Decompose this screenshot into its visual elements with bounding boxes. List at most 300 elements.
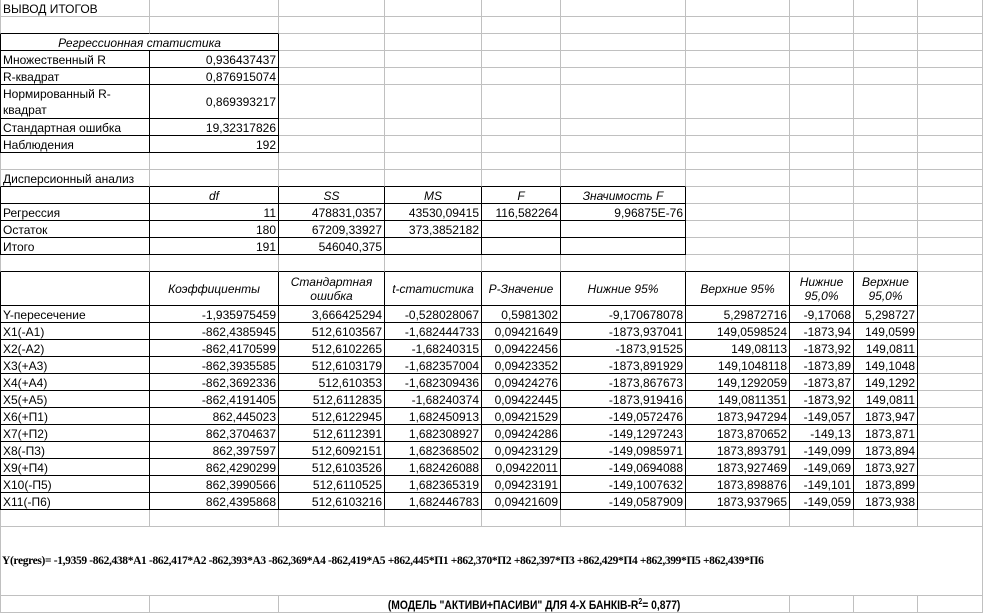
- coef-value[interactable]: 0,09422445: [482, 391, 561, 408]
- anova-value[interactable]: [561, 221, 686, 238]
- stat-value[interactable]: 192: [150, 136, 279, 153]
- cell[interactable]: [482, 68, 561, 85]
- coef-value[interactable]: 1873,937965: [686, 493, 790, 510]
- coef-value[interactable]: -1873,87: [790, 374, 854, 391]
- coef-value[interactable]: -0,528028067: [385, 306, 482, 323]
- coef-value[interactable]: -1,682309436: [385, 374, 482, 391]
- coef-value[interactable]: -1873,919416: [561, 391, 686, 408]
- anova-header[interactable]: Значимость F: [561, 187, 686, 204]
- cell[interactable]: [150, 170, 279, 187]
- cell[interactable]: [790, 170, 854, 187]
- anova-value[interactable]: [385, 238, 482, 255]
- cell[interactable]: [790, 238, 854, 255]
- cell[interactable]: [482, 136, 561, 153]
- cell[interactable]: [279, 85, 385, 119]
- cell[interactable]: [790, 596, 854, 613]
- coef-value[interactable]: -1873,92: [790, 391, 854, 408]
- coef-value[interactable]: -149,13: [790, 425, 854, 442]
- cell[interactable]: [686, 204, 790, 221]
- cell[interactable]: [561, 255, 686, 272]
- coef-value[interactable]: 1,682365319: [385, 476, 482, 493]
- cell[interactable]: [918, 34, 983, 51]
- cell[interactable]: [918, 323, 983, 340]
- cell[interactable]: [279, 34, 385, 51]
- cell[interactable]: [686, 187, 790, 204]
- coef-row-label[interactable]: X9(+П4): [0, 459, 150, 476]
- sheet-row: [0, 493, 983, 510]
- cell[interactable]: [790, 204, 854, 221]
- coef-row-label[interactable]: X7(+П2): [0, 425, 150, 442]
- cell[interactable]: [790, 0, 854, 17]
- coef-value[interactable]: 149,1292: [854, 374, 918, 391]
- cell[interactable]: [0, 153, 150, 170]
- cell[interactable]: [561, 68, 686, 85]
- anova-value[interactable]: 546040,375: [279, 238, 385, 255]
- cell[interactable]: [918, 459, 983, 476]
- coef-value[interactable]: 1873,927: [854, 459, 918, 476]
- cell[interactable]: [686, 119, 790, 136]
- coef-value[interactable]: 862,3990566: [150, 476, 279, 493]
- anova-header[interactable]: [0, 187, 150, 204]
- coef-value[interactable]: -862,4385945: [150, 323, 279, 340]
- cell[interactable]: [482, 119, 561, 136]
- coef-value[interactable]: -149,0572476: [561, 408, 686, 425]
- coef-value[interactable]: -1873,91525: [561, 340, 686, 357]
- coef-value[interactable]: -862,3935585: [150, 357, 279, 374]
- cell[interactable]: [482, 51, 561, 68]
- coef-value[interactable]: -9,170678078: [561, 306, 686, 323]
- cell[interactable]: [918, 493, 983, 510]
- stat-value[interactable]: 0,936437437: [150, 51, 279, 68]
- cell[interactable]: [482, 34, 561, 51]
- cell[interactable]: [918, 374, 983, 391]
- coef-value[interactable]: -149,059: [790, 493, 854, 510]
- coef-value[interactable]: -149,099: [790, 442, 854, 459]
- stat-label[interactable]: Стандартная ошибка: [0, 119, 150, 136]
- cell[interactable]: [790, 510, 854, 527]
- coef-value[interactable]: -1873,92: [790, 340, 854, 357]
- anova-value[interactable]: 11: [150, 204, 279, 221]
- coef-value[interactable]: 149,0598524: [686, 323, 790, 340]
- cell[interactable]: [279, 170, 385, 187]
- anova-title[interactable]: Дисперсионный анализ: [0, 170, 150, 187]
- cell[interactable]: [385, 51, 482, 68]
- cell[interactable]: [150, 255, 279, 272]
- anova-value[interactable]: 373,3852182: [385, 221, 482, 238]
- cell[interactable]: [0, 596, 150, 613]
- cell[interactable]: [918, 68, 983, 85]
- coef-value[interactable]: 512,6102265: [279, 340, 385, 357]
- cell[interactable]: [686, 136, 790, 153]
- coef-value[interactable]: -9,17068: [790, 306, 854, 323]
- coef-value[interactable]: 1,682446783: [385, 493, 482, 510]
- cell[interactable]: [686, 0, 790, 17]
- anova-value[interactable]: [482, 221, 561, 238]
- cell[interactable]: [279, 153, 385, 170]
- coef-value[interactable]: 1873,947294: [686, 408, 790, 425]
- cell[interactable]: [150, 17, 279, 34]
- cell[interactable]: [790, 119, 854, 136]
- cell[interactable]: [482, 510, 561, 527]
- cell[interactable]: [918, 340, 983, 357]
- stat-label[interactable]: R-квадрат: [0, 68, 150, 85]
- cell[interactable]: [854, 238, 918, 255]
- coef-value[interactable]: 1873,893791: [686, 442, 790, 459]
- coef-value[interactable]: -862,4191405: [150, 391, 279, 408]
- cell[interactable]: [686, 153, 790, 170]
- coef-value[interactable]: 1,682308927: [385, 425, 482, 442]
- cell[interactable]: [686, 221, 790, 238]
- coef-value[interactable]: 512,6103216: [279, 493, 385, 510]
- cell[interactable]: [686, 68, 790, 85]
- cell[interactable]: [790, 153, 854, 170]
- cell[interactable]: [0, 17, 150, 34]
- sheet-row: [0, 17, 983, 34]
- cell[interactable]: [854, 187, 918, 204]
- coef-header[interactable]: Верхние 95,0%: [854, 272, 918, 306]
- anova-value[interactable]: 191: [150, 238, 279, 255]
- cell[interactable]: [561, 85, 686, 119]
- coef-header[interactable]: P-Значение: [482, 272, 561, 306]
- coef-value[interactable]: 862,4290299: [150, 459, 279, 476]
- cell[interactable]: [385, 68, 482, 85]
- cell[interactable]: [918, 596, 983, 613]
- cell[interactable]: [385, 0, 482, 17]
- cell[interactable]: [918, 255, 983, 272]
- coef-value[interactable]: 1,682368502: [385, 442, 482, 459]
- cell[interactable]: [854, 153, 918, 170]
- cell[interactable]: [561, 170, 686, 187]
- coef-value[interactable]: -149,057: [790, 408, 854, 425]
- coef-row-label[interactable]: X10(-П5): [0, 476, 150, 493]
- coef-value[interactable]: 1,682450913: [385, 408, 482, 425]
- stat-value[interactable]: 19,32317826: [150, 119, 279, 136]
- coef-value[interactable]: 0,09422011: [482, 459, 561, 476]
- coef-value[interactable]: 1873,899: [854, 476, 918, 493]
- coef-value[interactable]: 149,0599: [854, 323, 918, 340]
- cell[interactable]: [279, 119, 385, 136]
- cell[interactable]: [561, 119, 686, 136]
- coef-value[interactable]: -149,1297243: [561, 425, 686, 442]
- coef-value[interactable]: -1873,891929: [561, 357, 686, 374]
- cell[interactable]: [561, 51, 686, 68]
- coef-value[interactable]: -862,3692336: [150, 374, 279, 391]
- coef-value[interactable]: 1873,927469: [686, 459, 790, 476]
- coef-header[interactable]: Нижние 95,0%: [790, 272, 854, 306]
- coef-row-label[interactable]: X2(-A2): [0, 340, 150, 357]
- cell[interactable]: [482, 153, 561, 170]
- cell[interactable]: [686, 510, 790, 527]
- coef-value[interactable]: 862,397597: [150, 442, 279, 459]
- coef-row-label[interactable]: X6(+П1): [0, 408, 150, 425]
- cell[interactable]: [918, 153, 983, 170]
- cell[interactable]: [385, 510, 482, 527]
- cell[interactable]: [918, 17, 983, 34]
- cell[interactable]: [150, 596, 279, 613]
- cell[interactable]: [150, 510, 279, 527]
- cell[interactable]: [686, 34, 790, 51]
- cell[interactable]: [279, 510, 385, 527]
- cell[interactable]: [561, 34, 686, 51]
- coef-value[interactable]: -1873,94: [790, 323, 854, 340]
- coef-value[interactable]: 5,298727: [854, 306, 918, 323]
- anova-header[interactable]: F: [482, 187, 561, 204]
- cell[interactable]: [686, 85, 790, 119]
- coef-value[interactable]: 512,6103179: [279, 357, 385, 374]
- coef-value[interactable]: 512,6122945: [279, 408, 385, 425]
- coef-value[interactable]: 1873,947: [854, 408, 918, 425]
- cell[interactable]: [0, 255, 150, 272]
- cell[interactable]: [854, 68, 918, 85]
- coef-value[interactable]: 0,09423129: [482, 442, 561, 459]
- coef-value[interactable]: -149,101: [790, 476, 854, 493]
- coef-value[interactable]: 512,6092151: [279, 442, 385, 459]
- coef-value[interactable]: -1873,867673: [561, 374, 686, 391]
- coef-value[interactable]: 862,445023: [150, 408, 279, 425]
- coef-value[interactable]: -1873,89: [790, 357, 854, 374]
- coef-value[interactable]: -149,0587909: [561, 493, 686, 510]
- cell[interactable]: [918, 306, 983, 323]
- coef-value[interactable]: 0,09421609: [482, 493, 561, 510]
- cell[interactable]: [918, 476, 983, 493]
- cell[interactable]: [918, 187, 983, 204]
- report-title[interactable]: ВЫВОД ИТОГОВ: [0, 0, 150, 17]
- cell[interactable]: [790, 136, 854, 153]
- anova-row-label[interactable]: Регрессия: [0, 204, 150, 221]
- cell[interactable]: [686, 170, 790, 187]
- coef-header[interactable]: Нижние 95%: [561, 272, 686, 306]
- cell[interactable]: [918, 170, 983, 187]
- cell[interactable]: [150, 0, 279, 17]
- cell[interactable]: [385, 255, 482, 272]
- coef-value[interactable]: -149,1007632: [561, 476, 686, 493]
- cell[interactable]: [918, 425, 983, 442]
- stat-label[interactable]: Множественный R: [0, 51, 150, 68]
- cell[interactable]: [279, 51, 385, 68]
- coef-value[interactable]: -149,0985971: [561, 442, 686, 459]
- coef-value[interactable]: 512,610353: [279, 374, 385, 391]
- cell[interactable]: [918, 85, 983, 119]
- coef-value[interactable]: 512,6112391: [279, 425, 385, 442]
- coef-header[interactable]: Верхние 95%: [686, 272, 790, 306]
- coef-header[interactable]: Стандартная ошибка: [279, 272, 385, 306]
- coef-value[interactable]: 149,08113: [686, 340, 790, 357]
- coef-value[interactable]: 0,09421649: [482, 323, 561, 340]
- cell[interactable]: [686, 238, 790, 255]
- coef-header[interactable]: t-статистика: [385, 272, 482, 306]
- cell[interactable]: [561, 510, 686, 527]
- cell[interactable]: [279, 136, 385, 153]
- coef-value[interactable]: -149,069: [790, 459, 854, 476]
- cell[interactable]: [790, 68, 854, 85]
- cell[interactable]: [561, 0, 686, 17]
- cell[interactable]: [854, 221, 918, 238]
- coef-value[interactable]: 149,1048118: [686, 357, 790, 374]
- cell[interactable]: [150, 153, 279, 170]
- sheet-row: [0, 119, 983, 136]
- coef-value[interactable]: 0,09423352: [482, 357, 561, 374]
- cell[interactable]: [482, 85, 561, 119]
- coef-row-label[interactable]: X8(-П3): [0, 442, 150, 459]
- cell[interactable]: [918, 51, 983, 68]
- anova-header[interactable]: MS: [385, 187, 482, 204]
- stat-label[interactable]: Нормированный R-квадрат: [0, 85, 150, 119]
- cell[interactable]: [854, 34, 918, 51]
- coef-value[interactable]: 512,6112835: [279, 391, 385, 408]
- cell[interactable]: [686, 51, 790, 68]
- cell[interactable]: [279, 17, 385, 34]
- coef-value[interactable]: 0,09424276: [482, 374, 561, 391]
- cell[interactable]: [385, 153, 482, 170]
- coef-value[interactable]: -1,935975459: [150, 306, 279, 323]
- cell[interactable]: [854, 85, 918, 119]
- cell[interactable]: [918, 391, 983, 408]
- anova-value[interactable]: [482, 238, 561, 255]
- coef-value[interactable]: 1,682426088: [385, 459, 482, 476]
- cell[interactable]: [790, 51, 854, 68]
- cell[interactable]: [854, 596, 918, 613]
- coef-value[interactable]: 3,666425294: [279, 306, 385, 323]
- coef-value[interactable]: 149,0811: [854, 391, 918, 408]
- stat-value[interactable]: 0,876915074: [150, 68, 279, 85]
- anova-header[interactable]: SS: [279, 187, 385, 204]
- coef-value[interactable]: 0,09424286: [482, 425, 561, 442]
- coef-value[interactable]: 1873,894: [854, 442, 918, 459]
- cell[interactable]: [918, 408, 983, 425]
- anova-row-label[interactable]: Итого: [0, 238, 150, 255]
- cell[interactable]: [0, 510, 150, 527]
- cell[interactable]: [918, 136, 983, 153]
- anova-value[interactable]: 116,582264: [482, 204, 561, 221]
- coef-value[interactable]: 149,1048: [854, 357, 918, 374]
- cell[interactable]: [790, 255, 854, 272]
- coef-row-label[interactable]: X11(-П6): [0, 493, 150, 510]
- regression-equation[interactable]: Y(regres)= -1,9359 -862,438*A1 -862,417*A2 -862,393*A3 -862,369*A4 -862,419*A5 +862,445*П1 +862,370*П2 +862,397*П3 +862,429*П4 +862,399*П5 +862,439*П6: [0, 527, 983, 596]
- stat-value[interactable]: 0,869393217: [150, 85, 279, 119]
- cell[interactable]: [385, 170, 482, 187]
- cell[interactable]: [385, 119, 482, 136]
- cell[interactable]: [561, 153, 686, 170]
- cell[interactable]: [385, 17, 482, 34]
- cell[interactable]: [790, 85, 854, 119]
- coef-value[interactable]: 149,0811351: [686, 391, 790, 408]
- cell[interactable]: [854, 510, 918, 527]
- coef-value[interactable]: -1,68240374: [385, 391, 482, 408]
- coef-value[interactable]: 5,29872716: [686, 306, 790, 323]
- coef-value[interactable]: 512,6103526: [279, 459, 385, 476]
- coef-value[interactable]: 512,6103567: [279, 323, 385, 340]
- coef-value[interactable]: -1,682357004: [385, 357, 482, 374]
- coef-value[interactable]: 1873,871: [854, 425, 918, 442]
- coef-row-label[interactable]: Y-пересечение: [0, 306, 150, 323]
- cell[interactable]: [854, 204, 918, 221]
- cell[interactable]: [790, 187, 854, 204]
- cell[interactable]: [385, 136, 482, 153]
- cell[interactable]: [918, 238, 983, 255]
- cell[interactable]: [561, 136, 686, 153]
- anova-row-label[interactable]: Остаток: [0, 221, 150, 238]
- cell[interactable]: [918, 357, 983, 374]
- anova-value[interactable]: 180: [150, 221, 279, 238]
- coef-value[interactable]: -862,4170599: [150, 340, 279, 357]
- coef-value[interactable]: 0,09421529: [482, 408, 561, 425]
- anova-value[interactable]: 43530,09415: [385, 204, 482, 221]
- coef-row-label[interactable]: X4(+A4): [0, 374, 150, 391]
- cell[interactable]: [854, 170, 918, 187]
- cell[interactable]: [482, 170, 561, 187]
- cell[interactable]: [854, 255, 918, 272]
- cell[interactable]: [918, 221, 983, 238]
- coef-row-label[interactable]: X5(+A5): [0, 391, 150, 408]
- coef-value[interactable]: 0,09423191: [482, 476, 561, 493]
- anova-value[interactable]: 67209,33927: [279, 221, 385, 238]
- cell[interactable]: [279, 68, 385, 85]
- cell[interactable]: [854, 119, 918, 136]
- coef-row-label[interactable]: X3(+A3): [0, 357, 150, 374]
- coef-value[interactable]: -149,0694088: [561, 459, 686, 476]
- coef-value[interactable]: 512,6110525: [279, 476, 385, 493]
- coef-value[interactable]: -1,68240315: [385, 340, 482, 357]
- sheet-row: [0, 272, 983, 306]
- cell[interactable]: [918, 0, 983, 17]
- coef-row-label[interactable]: X1(-A1): [0, 323, 150, 340]
- model-caption[interactable]: [279, 596, 790, 613]
- cell[interactable]: [854, 51, 918, 68]
- cell[interactable]: [790, 34, 854, 51]
- cell[interactable]: [482, 255, 561, 272]
- cell[interactable]: [385, 34, 482, 51]
- cell[interactable]: [918, 510, 983, 527]
- cell[interactable]: [279, 0, 385, 17]
- cell[interactable]: [790, 221, 854, 238]
- coef-value[interactable]: 0,09422456: [482, 340, 561, 357]
- cell[interactable]: [918, 119, 983, 136]
- cell[interactable]: [482, 0, 561, 17]
- coef-value[interactable]: 862,4395868: [150, 493, 279, 510]
- cell[interactable]: [854, 17, 918, 34]
- coef-value[interactable]: 1873,898876: [686, 476, 790, 493]
- cell[interactable]: [482, 17, 561, 34]
- coef-value[interactable]: 1873,938: [854, 493, 918, 510]
- regression-stats-header[interactable]: Регрессионная статистика: [0, 34, 279, 51]
- stat-label[interactable]: Наблюдения: [0, 136, 150, 153]
- coef-value[interactable]: 1873,870652: [686, 425, 790, 442]
- cell[interactable]: [686, 17, 790, 34]
- cell[interactable]: [918, 204, 983, 221]
- coef-value[interactable]: 0,5981302: [482, 306, 561, 323]
- cell[interactable]: [854, 136, 918, 153]
- coef-value[interactable]: 149,1292059: [686, 374, 790, 391]
- anova-header[interactable]: df: [150, 187, 279, 204]
- cell[interactable]: [686, 255, 790, 272]
- coef-value[interactable]: 862,3704637: [150, 425, 279, 442]
- coef-header[interactable]: [0, 272, 150, 306]
- anova-value[interactable]: [561, 238, 686, 255]
- cell[interactable]: [385, 85, 482, 119]
- anova-value[interactable]: 478831,0357: [279, 204, 385, 221]
- cell[interactable]: [561, 17, 686, 34]
- coef-header[interactable]: Коэффициенты: [150, 272, 279, 306]
- cell[interactable]: [790, 17, 854, 34]
- cell[interactable]: [918, 272, 983, 306]
- anova-value[interactable]: 9,96875E-76: [561, 204, 686, 221]
- cell[interactable]: [854, 0, 918, 17]
- coef-value[interactable]: -1,682444733: [385, 323, 482, 340]
- coef-value[interactable]: 149,0811: [854, 340, 918, 357]
- coef-value[interactable]: -1873,937041: [561, 323, 686, 340]
- cell[interactable]: [279, 255, 385, 272]
- cell[interactable]: [918, 442, 983, 459]
